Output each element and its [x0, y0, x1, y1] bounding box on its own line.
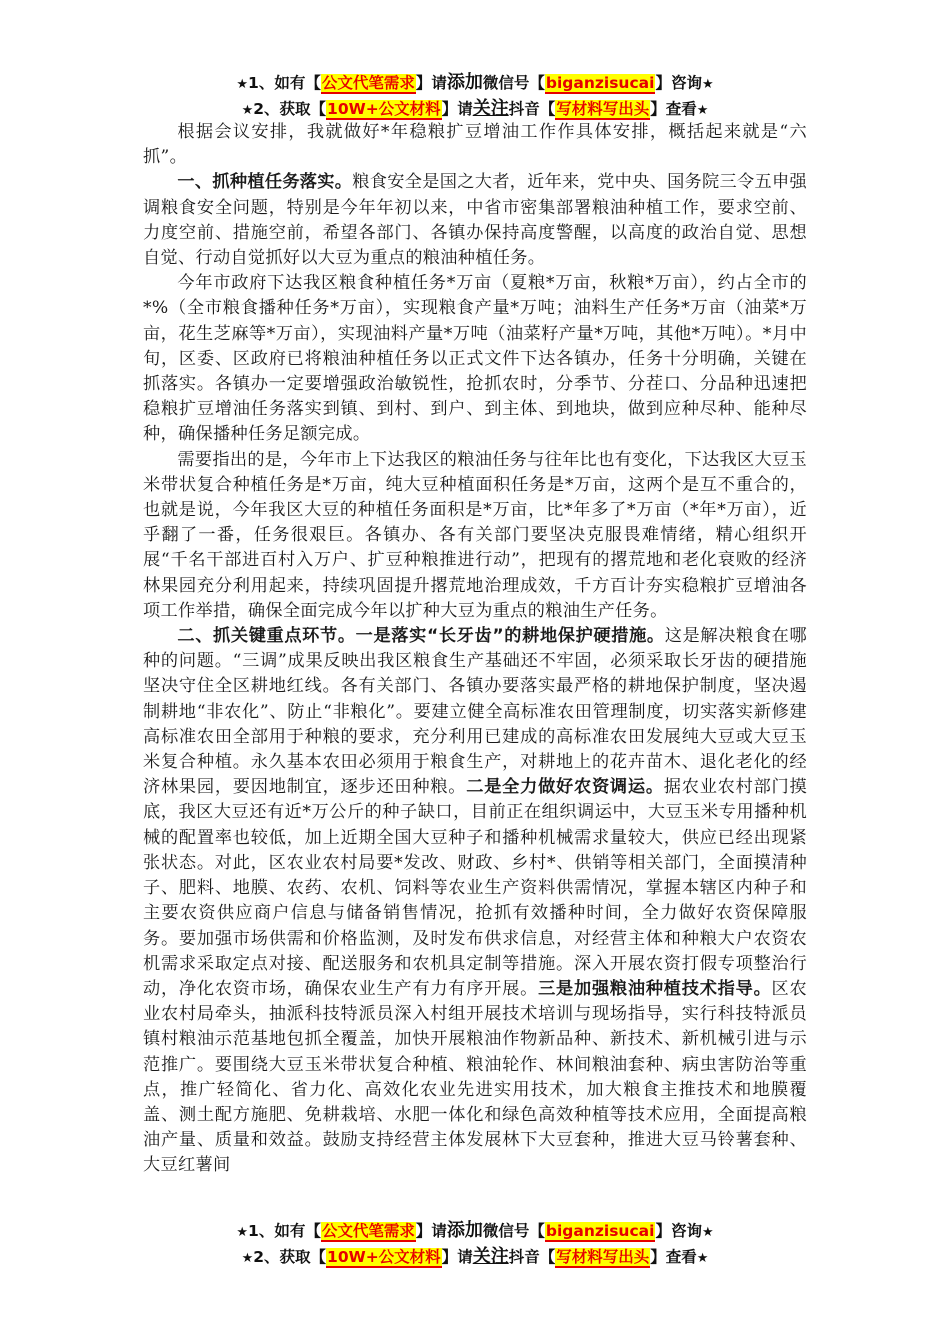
star-icon: ★	[701, 77, 714, 92]
section-2-subheading-1: 一是落实“长牙齿”的耕地保护硬措施。	[355, 626, 665, 647]
star-icon: ★	[241, 103, 254, 118]
star-icon: ★	[696, 1251, 709, 1266]
promo-line-2: ★2、获取【10W+公文材料】请关注抖音【写材料写出头】查看★	[241, 98, 709, 119]
douyin-highlight: 写材料写出头	[556, 100, 650, 118]
star-icon: ★	[236, 77, 249, 92]
section-1-paragraph-1: 一、抓种植任务落实。粮食安全是国之大者，近年来，党中央、国务院三令五申强调粮食安全问题，特别是今年年初以来，中省市密集部署粮油种植工作，要求空前、力度空前、措施空前，希望各部门、各镇办保持高度警醒，以高度的政治自觉、思想自觉、行动自觉抓好以大豆为重点的粮油种植任务。	[143, 172, 807, 269]
materials-highlight: 10W+公文材料	[327, 100, 441, 118]
document-body	[143, 120, 807, 1179]
service-highlight: 公文代笔需求	[321, 1222, 415, 1240]
promo-line-1: ★1、如有【公文代笔需求】请添加微信号【biganzisucai】咨询★	[236, 1220, 714, 1241]
section-2-heading: 二、抓关键重点环节。	[177, 626, 356, 647]
section-1-heading: 一、抓种植任务落实。	[177, 172, 353, 193]
douyin-highlight: 写材料写出头	[556, 1248, 650, 1266]
star-icon: ★	[241, 1251, 254, 1266]
promo-banner-top	[0, 70, 950, 122]
wechat-id-highlight: biganzisucai	[545, 74, 655, 92]
star-icon: ★	[236, 1225, 249, 1240]
materials-highlight: 10W+公文材料	[327, 1248, 441, 1266]
star-icon: ★	[701, 1225, 714, 1240]
star-icon: ★	[696, 103, 709, 118]
promo-line-1: ★1、如有【公文代笔需求】请添加微信号【biganzisucai】咨询★	[236, 72, 714, 93]
service-highlight: 公文代笔需求	[321, 74, 415, 92]
promo-banner-bottom	[0, 1218, 950, 1270]
section-1-paragraph-2: 今年市政府下达我区粮食种植任务*万亩（夏粮*万亩，秋粮*万亩），约占全市的*%（全市粮食播种任务*万亩），实现粮食产量*万吨；油料生产任务*万亩（油菜*万亩，花生芝麻等*万亩），实现油料产量*万吨（油菜籽产量*万吨，其他*万吨）。*月中旬，区委、区政府已将粮油种植任务以正式文件下达各镇办，任务十分明确，关键在抓落实。各镇办一定要增强政治敏锐性，抢抓农时，分季节、分茬口、分品种迅速把稳粮扩豆增油任务落实到镇、到村、到户、到主体、到地块，做到应种尽种、能种尽种，确保播种任务足额完成。	[143, 273, 807, 445]
section-2-subheading-2: 二是全力做好农资调运。	[466, 777, 664, 798]
section-2-subheading-3: 三是加强粮油种植技术指导。	[538, 978, 772, 999]
section-1-paragraph-3: 需要指出的是，今年市上下达我区的粮油任务与往年比也有变化，下达我区大豆玉米带状复合种植任务是*万亩，纯大豆种植面积任务是*万亩，这两个是互不重合的，也就是说，今年我区大豆的种植任务面积是*万亩，比*年多了*万亩（*年*万亩），近乎翻了一番，任务很艰巨。各镇办、各有关部门要坚决克服畏难情绪，精心组织开展“千名干部进百村入万户、扩豆种粮推进行动”，把现有的撂荒地和老化衰败的经济林果园充分利用起来，持续巩固提升撂荒地治理成效，千方百计夯实稳粮扩豆增油各项工作举措，确保全面完成今年以扩种大豆为重点的粮油生产任务。	[143, 449, 807, 621]
section-2-paragraph: 二、抓关键重点环节。一是落实“长牙齿”的耕地保护硬措施。这是解决粮食在哪种的问题。“三调”成果反映出我区粮食生产基础还不牢固，必须采取长牙齿的硬措施坚决守住全区耕地红线。各有关部门、各镇办要落实最严格的耕地保护制度，坚决遏制耕地“非农化”、防止“非粮化”。要建立健全高标准农田管理制度，切实落实新修建高标准农田全部用于种粮的要求，充分利用已建成的高标准农田发展纯大豆或大豆玉米复合种植。永久基本农田必须用于粮食生产，对耕地上的花卉苗木、退化老化的经济林果园，要因地制宜，逐步还田种粮。二是全力做好农资调运。据农业农村部门摸底，我区大豆还有近*万公斤的种子缺口，目前正在组织调运中，大豆玉米专用播种机械的配置率也较低，加上近期全国大豆种子和播种机械需求量较大，供应已经出现紧张状态。对此，区农业农村局要*发改、财政、乡村*、供销等相关部门，全面摸清种子、肥料、地膜、农药、农机、饲料等农业生产资料供需情况，掌握本辖区内种子和主要农资供应商户信息与储备销售情况，抢抓有效播种时间，全力做好农资保障服务。要加强市场供需和价格监测，及时发布供求信息，对经营主体和种粮大户农资农机需求采取定点对接、配送服务和农机具定制等措施。深入开展农资打假专项整治行动，净化农资市场，确保农业生产有力有序开展。三是加强粮油种植技术指导。区农业农村局牵头，抽派科技特派员深入村组开展技术培训与现场指导，实行科技特派员镇村粮油示范基地包抓全覆盖，加快开展粮油作物新品种、新技术、新机械引进与示范推广。要围绕大豆玉米带状复合种植、粮油轮作、林间粮油套种、病虫害防治等重点，推广轻简化、省力化、高效化农业先进实用技术，加大粮食主推技术和地膜覆盖、测土配方施肥、免耕栽培、水肥一体化和绿色高效种植等技术应用，全面提高粮油产量、质量和效益。鼓励支持经营主体发展林下大豆套种，推进大豆马铃薯套种、大豆红薯间	[143, 626, 807, 1176]
wechat-id-highlight: biganzisucai	[545, 1222, 655, 1240]
promo-line-2: ★2、获取【10W+公文材料】请关注抖音【写材料写出头】查看★	[241, 1246, 709, 1267]
intro-paragraph: 根据会议安排，我就做好*年稳粮扩豆增油工作作具体安排，概括起来就是“六抓”。	[143, 122, 807, 168]
